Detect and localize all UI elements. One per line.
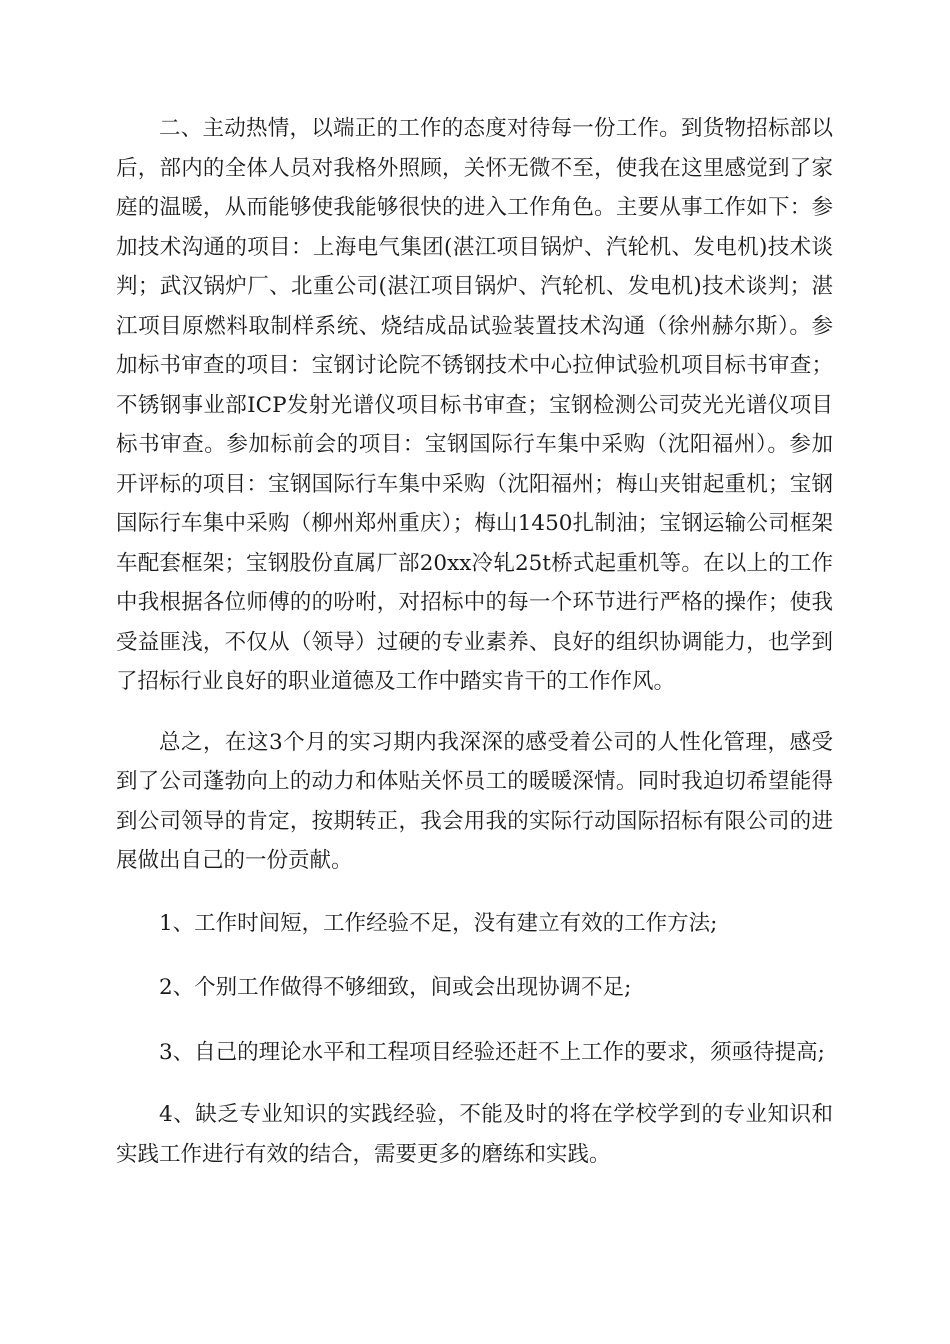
list-item-shortcoming-3: 3、自己的理论水平和工程项目经验还赶不上工作的要求，须亟待提高; bbox=[159, 1039, 825, 1065]
document-body bbox=[116, 109, 833, 1197]
paragraph-summary: 总之，在这3个月的实习期内我深深的感受着公司的人性化管理，感受到了公司蓬勃向上的动力和体贴关怀员工的暖暖深情。同时我迫切希望能得到公司领导的肯定，按期转正，我会用我的实际行动国际招标有限公司的进展做出自己的一份贡献。 bbox=[116, 729, 833, 873]
list-item-shortcoming-4: 4、缺乏专业知识的实践经验，不能及时的将在学校学到的专业知识和实践工作进行有效的结合，需要更多的磨练和实践。 bbox=[116, 1102, 833, 1167]
list-item-shortcoming-1: 1、工作时间短，工作经验不足，没有建立有效的工作方法; bbox=[159, 910, 718, 936]
paragraph-work-duties: 二、主动热情，以端正的工作的态度对待每一份工作。到货物招标部以后，部内的全体人员对我格外照顾，关怀无微不至，使我在这里感觉到了家庭的温暖，从而能够使我能够很快的进入工作角色。主要从事工作如下：参加技术沟通的项目：上海电气集团(湛江项目锅炉、汽轮机、发电机)技术谈判；武汉锅炉厂、北重公司(湛江项目锅炉、汽轮机、发电机)技术谈判；湛江项目原燃料取制样系统、烧结成品试验装置技术沟通（徐州赫尔斯）。参加标书审查的项目：宝钢讨论院不锈钢技术中心拉伸试验机项目标书审查；不锈钢事业部ICP发射光谱仪项目标书审查；宝钢检测公司荧光光谱仪项目标书审查。参加标前会的项目：宝钢国际行车集中采购（沈阳福州）。参加开评标的项目：宝钢国际行车集中采购（沈阳福州；梅山夹钳起重机；宝钢国际行车集中采购（柳州郑州重庆）；梅山1450扎制油；宝钢运输公司框架车配套框架；宝钢股份直属厂部20xx冷轧25t桥式起重机等。在以上的工作中我根据各位师傅的的吩咐，对招标中的每一个环节进行严格的操作；使我受益匪浅，不仅从（领导）过硬的专业素养、良好的组织协调能力，也学到了招标行业良好的职业道德及工作中踏实肯干的工作作风。 bbox=[116, 116, 833, 694]
list-item-shortcoming-2: 2、个别工作做得不够细致，间或会出现协调不足; bbox=[159, 975, 632, 1000]
